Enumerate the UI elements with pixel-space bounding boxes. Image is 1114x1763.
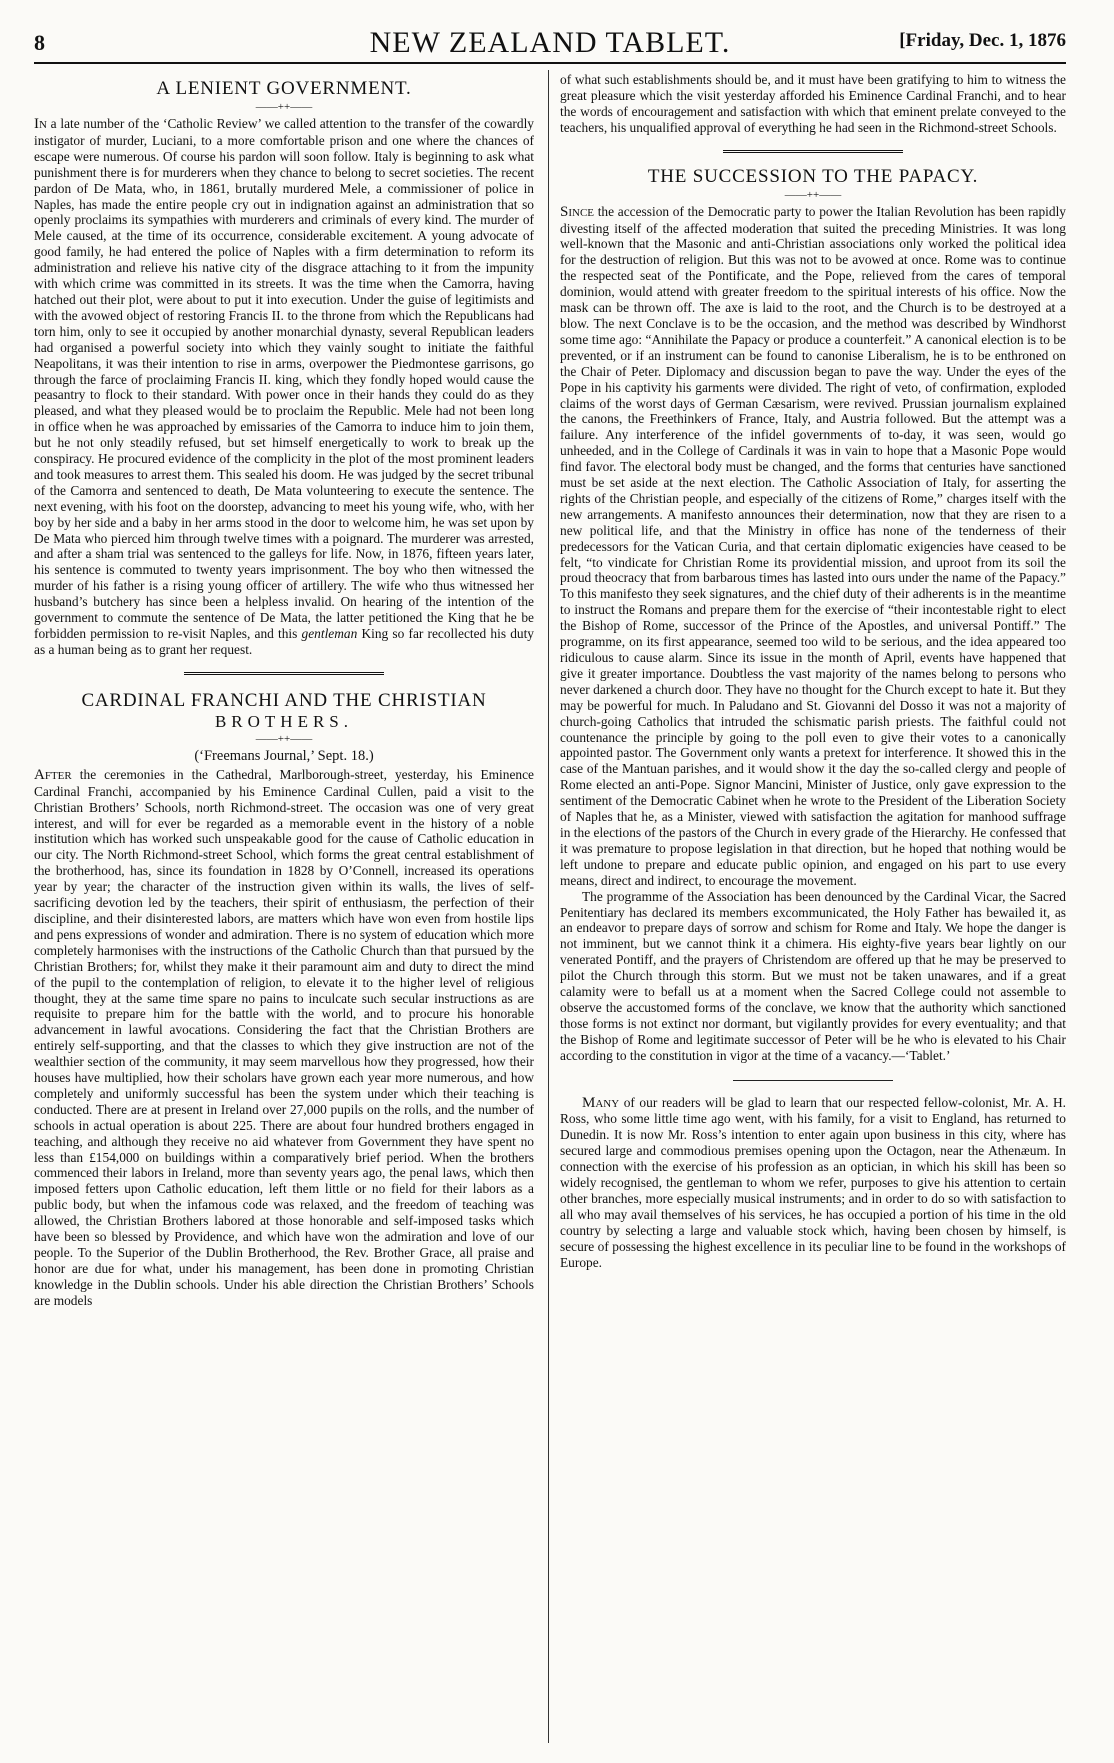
- newspaper-title: NEW ZEALAND TABLET.: [369, 26, 731, 59]
- section-rule: [733, 1080, 893, 1081]
- article-title-cardinal-franchi-line2: BROTHERS.: [214, 711, 354, 731]
- page-number: 8: [34, 30, 45, 55]
- lead-word: In: [34, 116, 47, 132]
- lead-word: Many: [582, 1094, 620, 1111]
- article-body-cardinal-franchi: [34, 767, 534, 1309]
- lead-word: After: [34, 766, 72, 783]
- article-text-tail: King so far recollected his duty as a human being as to grant her request.: [34, 626, 534, 657]
- article-title-succession-papacy: THE SUCCESSION TO THE PAPACY.: [647, 165, 979, 187]
- article-text: the ceremonies in the Cathedral, Marlborough-street, yesterday, his Eminence Cardinal Franchi, accompanied by his Eminence Cardinal Cullen, paid a visit to the Christian Brothers’ Schools, north Richmond-street. The occasion was one of very great interest, and will for ever be regarded as a memorable event in the history of a noble institution which has worked such unspeakable good for the cause of Catholic education in our city. The North Richmond-street School, which forms the great central establishment of the brotherhood, has, since its foundation in 1828 by O’Connell, increased its operations year by year; the character of the instruction given within its walls, the lives of self-sacrificing devotion led by the teachers, their spirit of enthusiasm, the perfection of their discipline, and their disinterested labors, are matters which have won even from hostile lips and pens expressions of wonder and admiration. There is no system of education which more completely harmonises with the instructions of the Catholic Church than that pursued by the Christian Brothers; for, whilst they make it their paramount aim and duty to direct the mind of the pupil to the contemplation of religion, to elevate it to the higher level of religious thought, they at the same time spare no pains to inculcate such secular instructions as are requisite to prepare him for the battle with the world, and to procure his honorable advancement in lawful avocations. Considering the fact that the Christian Brothers are entirely self-supporting, and that the classes to which they give instruction are not of the wealthier section of the community, it may seem marvellous how they progressed, how their houses have multiplied, how their scholars have grown each year more numerous, and how completely and uniformly successful has been the system under which their teaching is conducted. There are at present in Ireland over 27,000 pupils on the rolls, and the number of schools in actual operation is about 225. There are about four hundred brothers engaged in teaching, and although they receive no aid whatever from Government they have spent no less than £154,000 on buildings within a comparatively brief period. When the brothers commenced their labors in Ireland, more than seventy years ago, the penal laws, which then imposed fetters upon Catholic education, left them little or no field for their labors as a public body, but when the infamous code was relaxed, and the freedom of teaching was allowed, the Christian Brothers labored at those honorable and self-imposed tasks which have been so blessed by Providence, and which have won the admiration and love of our people. To the Superior of the Dublin Brotherhood, the Rev. Brother Grace, all praise and honor are due for what, under his management, has been done in promoting Christian knowledge in the Dublin schools. Under his able direction the Christian Brothers’ Schools are models: [34, 766, 534, 1308]
- article-body-mr-ross: [560, 1095, 1066, 1271]
- article-body-lenient-government: [34, 116, 534, 658]
- masthead-rule: [34, 62, 1066, 64]
- title-ornament: ——++——: [255, 732, 313, 745]
- article-continuation-cardinal-franchi: of what such establishments should be, and it must have been gratifying to him to witness the great pleasure which the visit yesterday afforded his Eminence Cardinal Franchi, and to hear the words of encouragement and satisfaction with which that eminent prelate conveyed to the teachers, his unqualified approval of everything he had seen in the Richmond-street Schools.: [560, 72, 1066, 135]
- article-title-lenient-government: A LENIENT GOVERNMENT.: [156, 78, 412, 99]
- article-text: a late number of the ‘Catholic Review’ we called attention to the transfer of the cowardly instigator of murder, Luciani, to a more comfortable prison and one where the chances of escape were numerous. Of course his pardon will soon follow. Italy is beginning to ask what punishment there is for murderers when they chance to belong to secret societies. The recent pardon of De Mata, who, in 1861, brutally murdered Mele, a commissioner of police in Naples, has made the entire people cry out in indignation against an administration that so openly proclaims its sympathies with murderers and criminals of every kind. The murder of Mele caused, at the time of its occurrence, considerable excitement. A young advocate of good family, he had entered the police of Naples with a firm determination to reform its administration and relieve his native city of the disgrace attaching to it from the impunity with which crime was committed in its streets. It was the time when the Camorra, having hatched out their plot, were about to put it into execution. Under the guise of legitimists and with the avowed object of restoring Francis II. to the throne from which the Republicans had torn him, only to see it occupied by another monarchial dynasty, several Republican leaders had organised a powerful society into which they vainly sought to initiate the faithful Neapolitans, it was their intention to rise in arms, overpower the Piedmontese garrisons, go through the farce of proclaiming Francis II. king, which they fondly hoped would cause the peasantry to flock to their standard. With power once in their hands they could do as they pleased, and what they pleased would be to proclaim the Republic. Mele had not been long in office when he was approached by emissaries of the Camorra to induce him to join them, but he not only steadily refused, but set himself energetically to work to break up the conspiracy. He procured evidence of the complicity in the plot of the most prominent leaders and took measures to arrest them. This sealed his doom. He was judged by the secret tribunal of the Camorra and sentenced to death, De Mata volunteering to execute the sentence. The next evening, with his foot on the doorstep, advancing to meet his young wife, who, with her boy by her side and a baby in her arms stood in the door to welcome him, he was set upon by De Mata who pierced him through twelve times with a poignard. The murderer was arrested, and after a sham trial was sentenced to the galleys for life. Now, in 1876, fifteen years later, his sentence is commuted to twenty years imprisonment. The boy who then witnessed the murder of his father is a rising young officer of artillery. The wife who thus witnessed her husband’s butchery has since been a helpless invalid. On hearing of the intention of the government to commute the sentence of De Mata, the latter petitioned the King that he be forbidden permission to re-visit Naples, and this: [34, 116, 534, 641]
- article-italic-word: gentleman: [301, 626, 358, 641]
- column-divider: [548, 70, 549, 1743]
- article-source: (‘Freemans Journal,’ Sept. 18.): [194, 747, 374, 764]
- masthead: [34, 18, 1066, 58]
- article-body-succession-papacy: [560, 204, 1066, 889]
- article-body-succession-papacy-2: The programme of the Association has been denounced by the Cardinal Vicar, the Sacred Penitentiary has declared its members excommunicated, the Holy Father has bewailed it, as an endeavor to prepare days of sorrow and schism for Rome and Italy. We hope the danger is not imminent, but we cannot think it a chimera. His eighty-five years bear lightly on our venerated Pontiff, and the prayers of Christendom are offered up that he may be preserved to pilot the Church through this storm. But we must not be taken unawares, and if a great calamity were to befall us at a moment when the Sacred College could not assemble to observe the accustomed forms of the conclave, we know that the authority which sanctioned those forms is not extinct nor dormant, but vigilantly provides for every eventuality; and that the Bishop of Rome and legitimate successor of Peter will be he who is elevated to his Chair according to the constitution in vigor at the time of a vacancy.—‘Tablet.’: [560, 888, 1066, 1063]
- right-column: [560, 72, 1066, 1755]
- article-text: the accession of the Democratic party to power the Italian Revolution has been rapidly divesting itself of the affected moderation that suited the preceding Ministries. It was long well-known that the Masonic and anti-Christian associations only worked the political idea for the destruction of religion. But this was not to be avowed at once. Rome was to continue the respected seat of the Pontificate, and the Pope, relieved from the cares of temporal dominion, would attend with greater freedom to the spiritual interests of his office. Now the mask can be thrown off. The axe is laid to the root, and the Church is to be destroyed at a blow. The next Conclave is to be the occasion, and the method was described by Windhorst some time ago: “Annihilate the Papacy or produce a counterfeit.” A canonical election is to be prevented, or if an instrument can be found to canonise Liberalism, he is to be enthroned on the Chair of Peter. Diplomacy and discussion began to pave the way. Under the eyes of the Pope in his captivity his garments were divided. The right of veto, of confirmation, exploded claims of the worst days of German Cæsarism, were revived. Prussian journalism explained the canons, the Freethinkers of France, Italy, and Austria followed. But the attempt was a failure. Any interference of the infidel governments of to-day, it was seen, would go unheeded, and in the College of Cardinals it was in vain to hope that a Masonic Pope would find favor. The electoral body must be changed, and the forms that centuries have sanctioned must be set aside at the next election. The Catholic Association of Italy, for asserting the rights of the Christian people, and especially of the citizens of Rome,” charges itself with the new arrangements. A manifesto announces their determination, now that they are risen to a new political life, and that the Ministry in office has none of the tenderness of their predecessors for the Vatican Curia, and that certain diplomatic exigencies have ceased to be felt, “to vindicate for Christian Rome its providential mission, and uproot from its soil the proud theocracy that from barbarous times has lasted into ours under the name of the Papacy.” To this manifesto they seek signatures, and the chief duty of their adherents is in the meantime to instruct the Romans and prepare them for the exercise of “their incontestable right to elect the Bishop of Rome, successor of the Prince of the Apostles, and universal Pontiff.” The programme, on its first appearance, seemed too wild to be serious, and the idea appeared too ridiculous to cause alarm. Since its issue in the month of April, events have happened that give it greater importance. Doubtless the vast majority of the names belong to persons who never darkened a church door. They have no thought for the Church except to hate it. But they may be powerful for much. In Paludano and St. Giovanni del Dosso it was not a majority of church-going Catholics that intruded the schismatic parish priests. The faithful could not countenance the principle by going to the poll even to give their votes to a canonically appointed pastor. The Government only wants a pretext for interference. It showed this in the case of the Mantuan parishes, and it would show it the day the so-called clergy and people of Rome elected an anti-Pope. Signor Mancini, Minister of Justice, only gave expression to the sentiment of the Democratic Cabinet when he wrote to the President of the Liberation Society of Naples that he, as a Minister, viewed with satisfaction the agitation for manhood suffrage in the elections of the pastors of the Church in every grade of the Hierarchy. He confessed that it was premature to propose legislation in that direction, but he hoped that nothing would be left undone to prepare and educate public opinion, and engaged on his part to use every means, direct and indirect, to encourage the movement.: [560, 203, 1066, 888]
- issue-date: [Friday, Dec. 1, 1876: [899, 30, 1066, 51]
- left-column: [34, 72, 534, 1755]
- article-text: of our readers will be glad to learn that our respected fellow-colonist, Mr. A. H. Ross, who some little time ago went, with his family, for a visit to England, has returned to Dunedin. It is now Mr. Ross’s intention to enter again upon business in this city, where has secured large and commodious premises opening upon the Octagon, near the Athenæum. In connection with the exercise of his profession as an optician, in which his skill has been so widely recognised, the gentleman to whom we refer, purposes to give his attention to certain other branches, more especially musical instruments; and in order to do so with satisfaction to all who may avail themselves of his services, he has occupied a portion of his time in the old country by selecting a large and valuable stock which, having been chosen by himself, is secure of possessing the highest excellence in its peculiar line to be found in the workshops of Europe.: [560, 1094, 1066, 1270]
- article-title-cardinal-franchi: CARDINAL FRANCHI AND THE CHRISTIAN: [81, 689, 487, 711]
- title-ornament: ——++——: [784, 188, 842, 201]
- lead-word: Since: [560, 203, 595, 220]
- section-double-rule: [184, 672, 384, 678]
- section-double-rule: [723, 150, 903, 156]
- title-ornament: ——++——: [255, 101, 313, 113]
